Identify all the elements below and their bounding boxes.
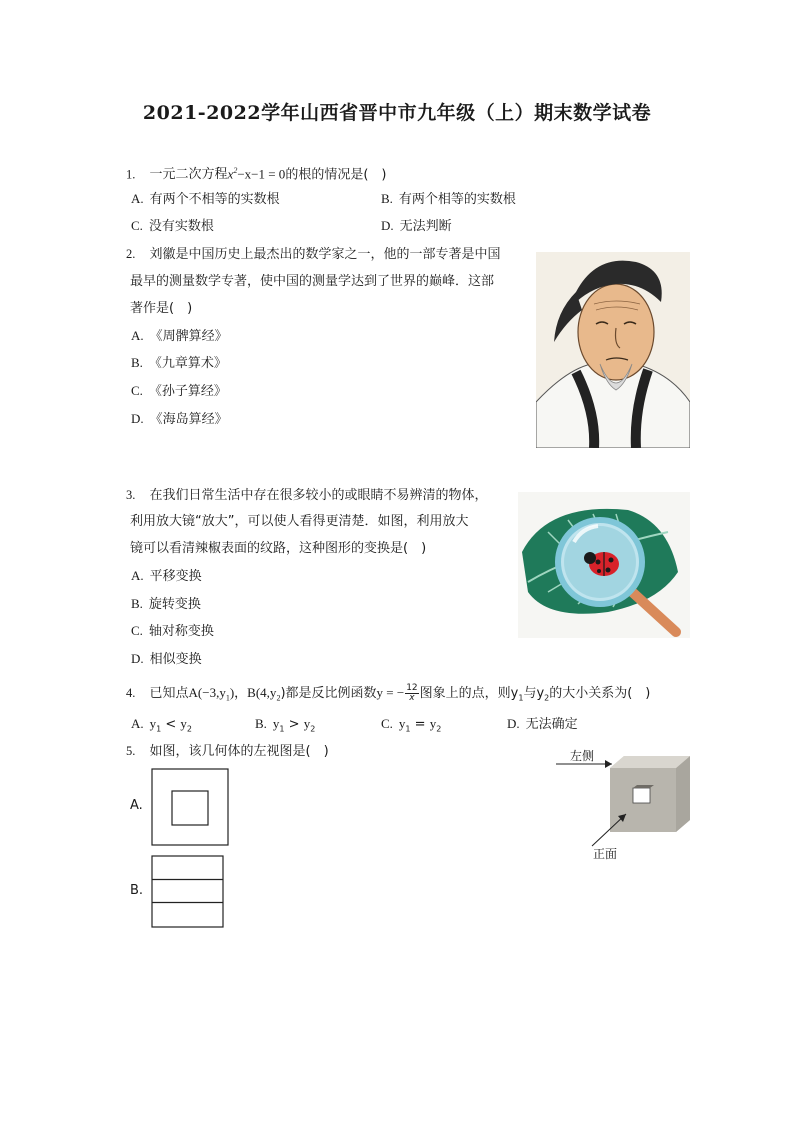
q3-option-a bbox=[131, 567, 202, 586]
var: y bbox=[272, 716, 280, 731]
page-title: 2021-2022学年山西省晋中市九年级（上）期末数学试卷 bbox=[142, 102, 652, 124]
operator: > bbox=[284, 717, 304, 732]
option-text: 无法判断 bbox=[399, 219, 452, 234]
question-text: 图象上的点，则y bbox=[419, 686, 519, 701]
fraction-numerator: 12 bbox=[406, 683, 418, 693]
question-text: 刘徽是中国历史上最杰出的数学家之一，他的一部专著是中国 bbox=[149, 247, 501, 262]
q1-option-c bbox=[131, 217, 214, 236]
subscript: 2 bbox=[310, 724, 316, 734]
fraction-denominator: x bbox=[409, 693, 415, 703]
question-text-end: 的根的情况是( ) bbox=[285, 167, 387, 183]
q4-option-c bbox=[381, 715, 441, 739]
var: y bbox=[398, 716, 406, 731]
var: y bbox=[429, 716, 437, 731]
option-label: D. bbox=[381, 218, 394, 233]
option-label: A. bbox=[131, 568, 144, 583]
question-number: 1. bbox=[126, 167, 136, 182]
question-2-line-3: 著作是( ) bbox=[130, 301, 193, 316]
question-2-line-2: 最早的测量数学专著，使中国的测量学达到了世界的巅峰．这部 bbox=[130, 274, 495, 289]
option-text: 有两个相等的实数根 bbox=[398, 192, 516, 207]
option-text: 平移变换 bbox=[149, 569, 202, 584]
subscript: 2 bbox=[544, 693, 550, 703]
q5-option-a-figure bbox=[151, 768, 231, 848]
subscript: 2 bbox=[276, 693, 281, 703]
q4-option-b bbox=[255, 715, 315, 739]
question-number: 3. bbox=[126, 488, 136, 502]
question-text-end: 的大小关系为( ) bbox=[549, 686, 651, 701]
option-text: 没有实数根 bbox=[148, 219, 214, 234]
left-side-label: 左侧 bbox=[570, 749, 595, 763]
q2-option-b bbox=[131, 354, 227, 373]
operator: = bbox=[410, 717, 430, 732]
option-label: A. bbox=[131, 716, 144, 731]
option-label: B. bbox=[131, 596, 143, 611]
equation-x: x bbox=[227, 166, 234, 182]
q1-option-b bbox=[381, 190, 516, 209]
subscript: 1 bbox=[518, 693, 524, 703]
option-label: C. bbox=[131, 623, 143, 638]
portrait-image bbox=[536, 252, 690, 448]
equation-rest: −x−1 = 0 bbox=[237, 166, 286, 182]
q3-option-c bbox=[131, 622, 214, 641]
option-label: D. bbox=[131, 411, 144, 426]
option-label: A. bbox=[131, 328, 144, 343]
option-label: B. bbox=[131, 355, 143, 370]
option-label: C. bbox=[131, 218, 143, 233]
question-text: 已知点 bbox=[149, 686, 189, 701]
question-text: 一元二次方程 bbox=[149, 167, 228, 183]
question-3-line-3: 镜可以看清辣椒表面的纹路，这种图形的变换是( ) bbox=[130, 541, 427, 556]
subscript: 2 bbox=[186, 724, 192, 734]
magnifier-image bbox=[518, 492, 690, 638]
question-text: 与y bbox=[523, 686, 545, 701]
question-3-line-2: 利用放大镜“放大”，可以使人看得更清楚．如图，利用放大 bbox=[130, 514, 469, 529]
question-number: 2. bbox=[126, 247, 136, 261]
option-text: 《海岛算经》 bbox=[149, 412, 228, 427]
q2-option-a bbox=[131, 327, 228, 346]
subscript: 2 bbox=[436, 724, 442, 734]
point-a: A(−3,y bbox=[188, 685, 226, 700]
equation-exponent: 2 bbox=[233, 166, 238, 175]
option-label: B. bbox=[381, 191, 393, 206]
function-expression: y = − bbox=[376, 685, 405, 700]
q5-option-b-label: B. bbox=[130, 883, 144, 898]
subscript: 1 bbox=[279, 724, 285, 734]
question-5 bbox=[126, 742, 329, 761]
question-number: 4. bbox=[126, 686, 136, 700]
option-text: 轴对称变换 bbox=[148, 624, 214, 639]
option-label: B. bbox=[255, 716, 267, 731]
q3-option-d bbox=[131, 650, 202, 669]
question-text: 如图，该几何体的左视图是( ) bbox=[149, 744, 329, 759]
front-label: 正面 bbox=[593, 847, 618, 861]
q2-option-c bbox=[131, 382, 227, 401]
question-text: )都是反比例函数 bbox=[280, 686, 377, 701]
var: y bbox=[149, 716, 157, 731]
subscript: 1 bbox=[405, 724, 411, 734]
fraction bbox=[405, 684, 418, 703]
subscript: 1 bbox=[156, 724, 162, 734]
question-3-line-1 bbox=[126, 486, 488, 505]
q5-option-b-figure bbox=[151, 855, 225, 929]
q1-option-d bbox=[381, 217, 452, 236]
q1-option-a bbox=[131, 190, 280, 209]
q4-option-d bbox=[507, 715, 578, 734]
option-text: 《孙子算经》 bbox=[148, 384, 227, 399]
question-4 bbox=[126, 684, 650, 708]
question-1 bbox=[126, 162, 386, 184]
option-label: C. bbox=[381, 716, 393, 731]
q2-option-d bbox=[131, 410, 228, 429]
option-label: C. bbox=[131, 383, 143, 398]
operator: < bbox=[161, 717, 181, 732]
question-2-line-1 bbox=[126, 245, 501, 264]
option-text: 《九章算术》 bbox=[148, 356, 227, 371]
var: y bbox=[180, 716, 187, 731]
option-label: D. bbox=[131, 651, 144, 666]
q3-option-b bbox=[131, 595, 201, 614]
option-text: 旋转变换 bbox=[148, 597, 201, 612]
var: y bbox=[303, 716, 311, 731]
q5-option-a-label: A. bbox=[130, 798, 143, 813]
option-text: 相似变换 bbox=[149, 652, 202, 667]
question-number: 5. bbox=[126, 744, 136, 758]
cube-figure bbox=[554, 752, 694, 850]
option-text: 无法确定 bbox=[525, 717, 578, 732]
option-text: 《周髀算经》 bbox=[149, 329, 228, 344]
subscript: 1 bbox=[225, 693, 230, 703]
option-text: 有两个不相等的实数根 bbox=[149, 192, 280, 207]
option-label: D. bbox=[507, 716, 520, 731]
option-label: A. bbox=[131, 191, 144, 206]
point-b: )，B(4,y bbox=[229, 685, 277, 700]
question-text: 在我们日常生活中存在很多较小的或眼睛不易辨清的物体， bbox=[149, 488, 488, 503]
q4-option-a bbox=[131, 715, 192, 739]
